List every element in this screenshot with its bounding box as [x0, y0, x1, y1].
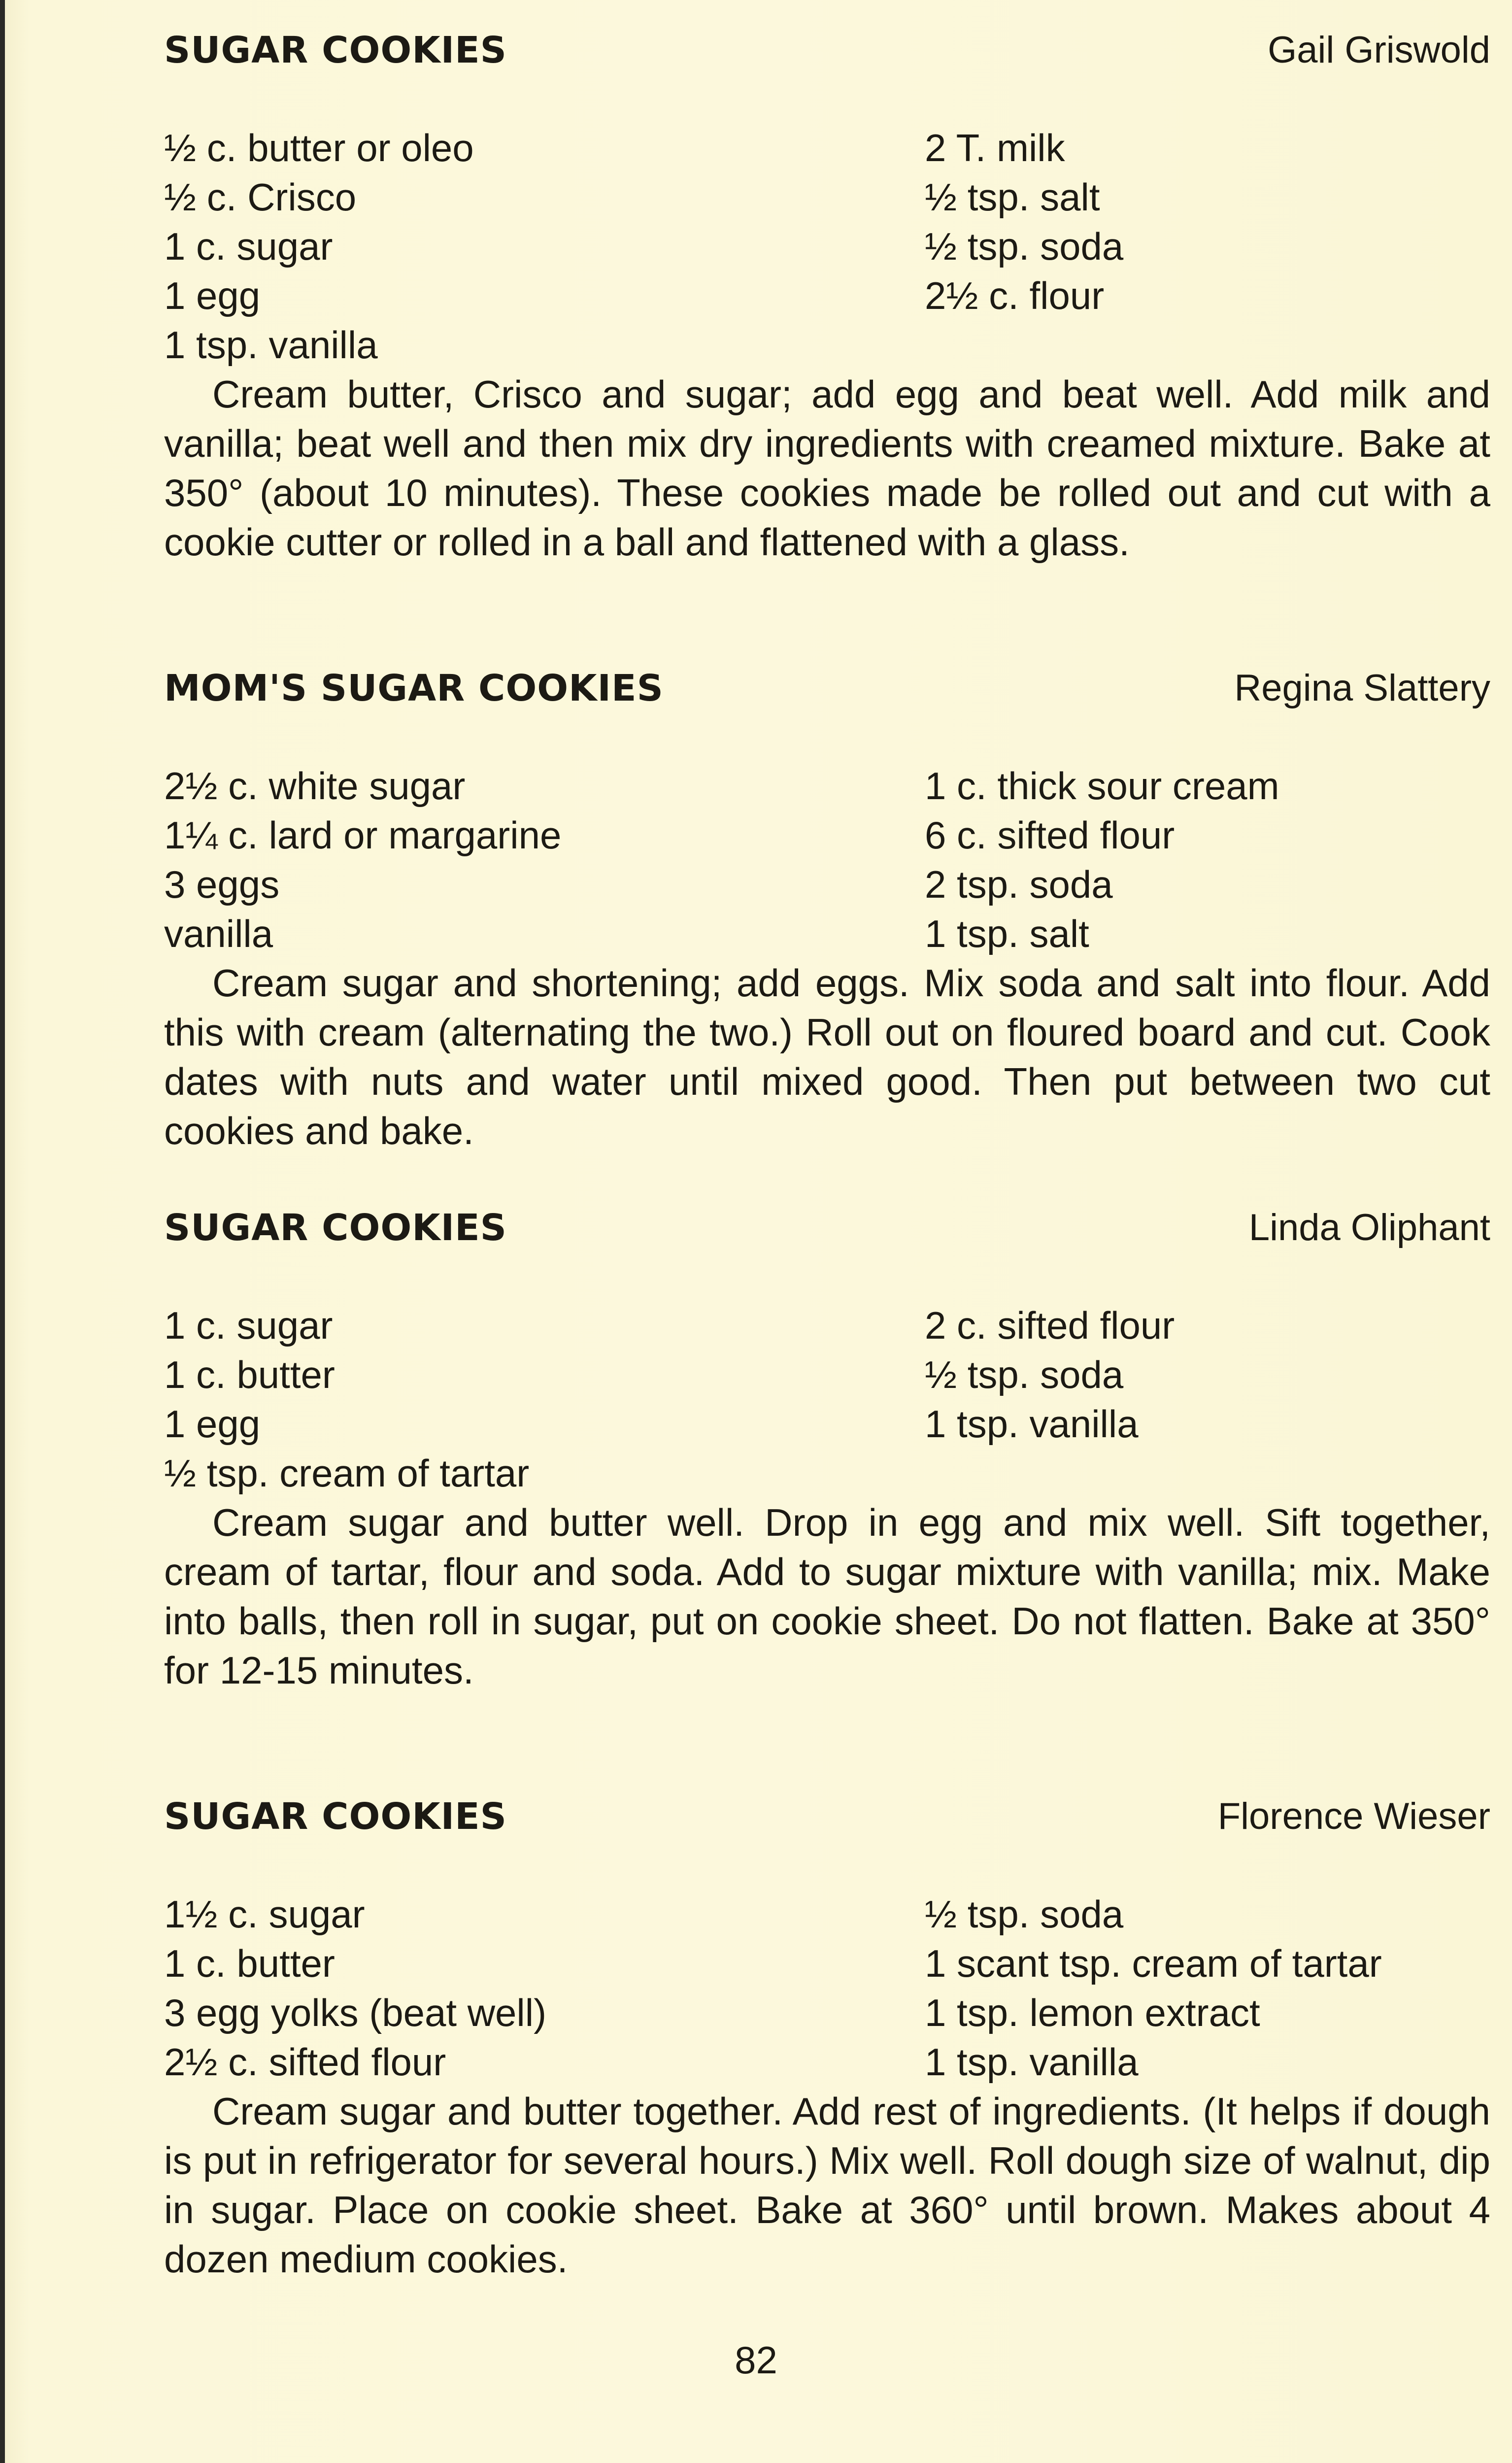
recipe-directions: Cream sugar and butter together. Add rest of ingredients. (It helps if dough is put in refrigerator for several hours.) Mix well. Roll dough size of walnut, dip in sugar. Place on cookie sheet. Bake at 360° until brown. Makes about 4 dozen medium cookies. — [164, 2090, 1490, 2281]
ingredient: 1 tsp. vanilla — [925, 1402, 1139, 1446]
ingredient: 2 T. milk — [925, 126, 1065, 169]
recipe-header — [164, 1792, 1490, 1846]
ingredient-row — [164, 1889, 1490, 1939]
ingredient-row — [164, 123, 1490, 172]
ingredient-row — [164, 860, 1490, 909]
recipe-3 — [164, 1203, 1490, 1695]
page-number: 82 — [735, 2338, 777, 2382]
ingredient: ½ tsp. soda — [925, 225, 1124, 268]
ingredient: ½ tsp. soda — [925, 1892, 1124, 1936]
ingredient: 1½ c. sugar — [164, 1892, 365, 1936]
recipe-author: Gail Griswold — [1268, 29, 1490, 71]
ingredient: 1 c. sugar — [164, 225, 333, 268]
ingredient: 6 c. sifted flour — [925, 813, 1175, 857]
recipe-4 — [164, 1792, 1490, 2284]
ingredient: 1¼ c. lard or margarine — [164, 813, 562, 857]
ingredient: 3 egg yolks (beat well) — [164, 1991, 547, 2034]
ingredient: 1 c. butter — [164, 1942, 335, 1985]
ingredients-list — [164, 1301, 1490, 1498]
recipe-author: Linda Oliphant — [1248, 1207, 1490, 1248]
ingredient-row — [164, 172, 1490, 222]
ingredient: 2 c. sifted flour — [925, 1304, 1175, 1347]
ingredient: 2½ c. flour — [925, 274, 1105, 317]
recipe-directions: Cream sugar and butter well. Drop in egg and mix well. Sift together, cream of tartar, flour and soda. Add to sugar mixture with vanilla; mix. Make into balls, then roll in sugar, put on cookie sheet. Do not flatten. Bake at 350° for 12-15 minutes. — [164, 1501, 1490, 1692]
ingredient-row — [164, 1350, 1490, 1399]
ingredient: ½ c. Crisco — [164, 175, 357, 219]
ingredient: 2½ c. sifted flour — [164, 2040, 446, 2084]
ingredient-row — [164, 909, 1490, 958]
ingredient: 1 tsp. vanilla — [925, 2040, 1139, 2084]
recipe-2 — [164, 664, 1490, 1155]
binding-edge — [0, 0, 5, 2463]
ingredient-row — [164, 761, 1490, 810]
ingredient-row — [164, 271, 1490, 320]
ingredient-row — [164, 810, 1490, 860]
ingredient: ½ tsp. cream of tartar — [164, 1451, 530, 1495]
recipe-title: SUGAR COOKIES — [164, 1795, 507, 1838]
ingredient: 1 egg — [164, 274, 261, 317]
ingredient: 1 egg — [164, 1402, 261, 1446]
ingredient: 1 scant tsp. cream of tartar — [925, 1942, 1382, 1985]
ingredient-row — [164, 1399, 1490, 1449]
ingredient-row — [164, 2037, 1490, 2087]
ingredient: 1 tsp. salt — [925, 912, 1089, 955]
ingredient: 3 eggs — [164, 863, 280, 906]
ingredient: 2 tsp. soda — [925, 863, 1113, 906]
ingredient: 1 c. thick sour cream — [925, 764, 1279, 808]
recipe-title: SUGAR COOKIES — [164, 29, 507, 71]
recipe-header — [164, 664, 1490, 718]
ingredient: ½ tsp. salt — [925, 175, 1100, 219]
ingredients-list — [164, 123, 1490, 370]
ingredient-row — [164, 1939, 1490, 1988]
recipe-header — [164, 1203, 1490, 1257]
ingredient: 1 tsp. vanilla — [164, 323, 378, 367]
ingredient: vanilla — [164, 912, 273, 955]
ingredients-list — [164, 1889, 1490, 2087]
recipe-directions: Cream sugar and shortening; add eggs. Mix soda and salt into flour. Add this with cream (alternating the two.) Roll out on floured board and cut. Cook dates with nuts and water until mixed good. Then put between two cut cookies and bake. — [164, 961, 1490, 1152]
ingredient: 1 tsp. lemon extract — [925, 1991, 1260, 2034]
ingredient-row — [164, 1301, 1490, 1350]
recipe-author: Florence Wieser — [1217, 1795, 1490, 1837]
ingredient-row — [164, 320, 1490, 370]
ingredient: 1 c. sugar — [164, 1304, 333, 1347]
ingredient-row — [164, 222, 1490, 271]
ingredient: ½ c. butter or oleo — [164, 126, 474, 169]
recipe-header — [164, 26, 1490, 80]
ingredient: 1 c. butter — [164, 1353, 335, 1396]
recipe-author: Regina Slattery — [1234, 667, 1490, 709]
ingredient: 2½ c. white sugar — [164, 764, 466, 808]
recipe-directions: Cream butter, Crisco and sugar; add egg and beat well. Add milk and vanilla; beat well and then mix dry ingredients with creamed mixture. Bake at 350° (about 10 minutes). These cookies made be rolled out and cut with a cookie cutter or rolled in a ball and flattened with a glass. — [164, 372, 1490, 564]
ingredients-list — [164, 761, 1490, 958]
ingredient-row — [164, 1988, 1490, 2037]
recipe-title: MOM'S SUGAR COOKIES — [164, 667, 664, 709]
recipe-title: SUGAR COOKIES — [164, 1207, 507, 1249]
recipe-1 — [164, 26, 1490, 567]
ingredient: ½ tsp. soda — [925, 1353, 1124, 1396]
ingredient-row — [164, 1449, 1490, 1498]
